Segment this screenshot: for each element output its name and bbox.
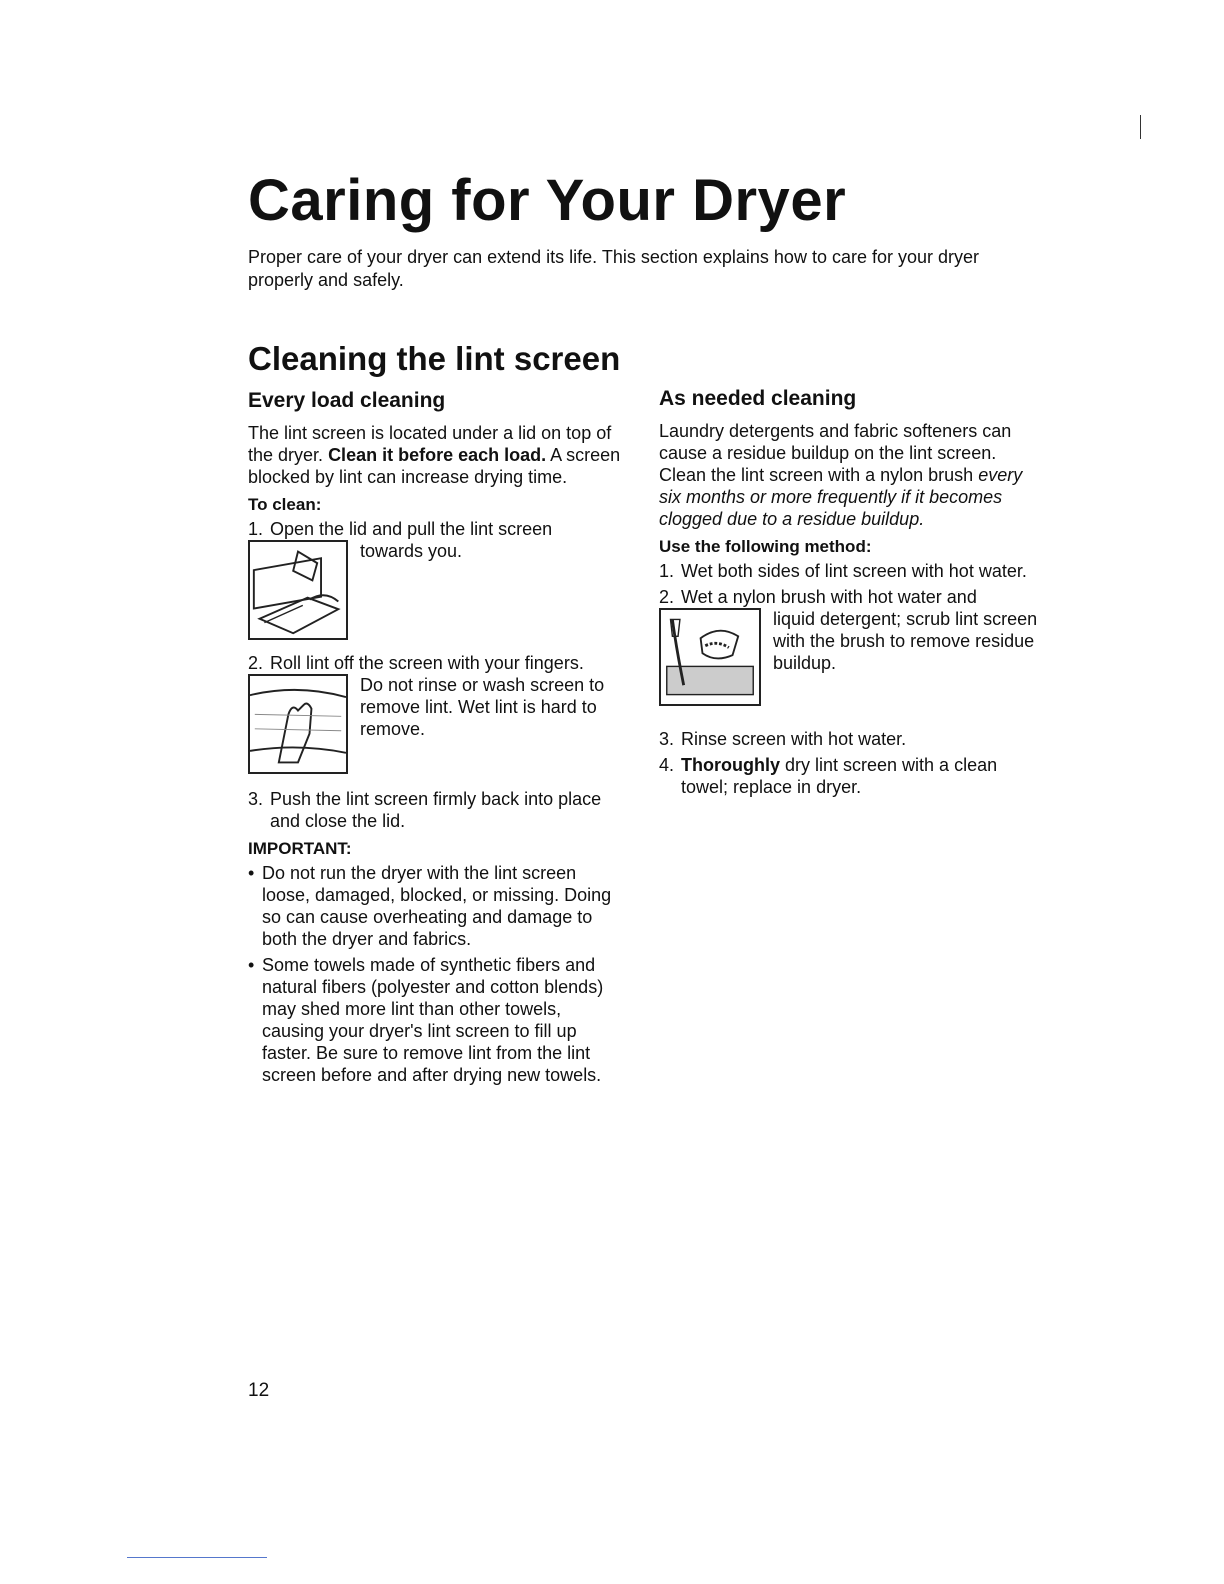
left-column <box>248 388 628 1090</box>
step-number: 2. <box>659 587 675 607</box>
para-bold: Clean it before each load. <box>328 445 547 465</box>
to-clean-label: To clean: <box>248 495 322 514</box>
step-text: Push the lint screen firmly back into place and close the lid. <box>270 789 602 831</box>
lint-screen-pull-icon <box>250 542 346 638</box>
section-title: Cleaning the lint screen <box>248 340 621 377</box>
para-text-a: Laundry detergents and fabric softeners can cause a residue buildup on the lint screen. Clean the lint screen with a nylon brush <box>659 421 1012 485</box>
step-bold: Thoroughly <box>681 755 780 775</box>
right-column <box>659 386 1044 798</box>
step-number: 3. <box>248 789 264 809</box>
roll-lint-fingers-illustration <box>248 674 348 774</box>
roll-lint-icon <box>250 676 346 772</box>
important-label: IMPORTANT: <box>248 839 352 858</box>
step1-continued: towards you. <box>360 541 463 561</box>
important-bullet-2: • Some towels made of synthetic fibers and natural fibers (polyester and cotton blends) may shed more lint than other towels, causing your dryer's lint screen to fill up faster. Be sure to remove lint from the lint screen before and after drying new towels. <box>248 954 628 1086</box>
step2-continued: liquid detergent; scrub lint screen with the brush to remove residue buildup. <box>773 609 1038 673</box>
step-text: Wet a nylon brush with hot water and <box>681 587 977 607</box>
important-bullet-1: • Do not run the dryer with the lint screen loose, damaged, blocked, or missing. Doing so can cause overheating and damage to both the dryer and fabrics. <box>248 862 628 950</box>
method-label: Use the following method: <box>659 537 872 556</box>
step2-continued: Do not rinse or wash screen to remove lint. Wet lint is hard to remove. <box>360 675 605 739</box>
every-load-heading: Every load cleaning <box>248 389 446 412</box>
right-step-1 <box>659 560 1044 582</box>
para-italic: every six months or more frequently if it becomes clogged due to a residue buildup. <box>659 465 1023 529</box>
step-text: Open the lid and pull the lint screen <box>270 519 553 539</box>
para-text-b: A screen blocked by lint can increase drying time. <box>248 445 621 487</box>
as-needed-paragraph <box>659 420 1044 530</box>
intro-paragraph: Proper care of your dryer can extend its life. This section explains how to care for your dryer properly and safely. <box>248 247 980 290</box>
as-needed-heading: As needed cleaning <box>659 387 857 410</box>
page-number: 12 <box>248 1380 270 1401</box>
left-step-3 <box>248 788 628 832</box>
para-text-a: The lint screen is located under a lid on top of the dryer. <box>248 423 612 465</box>
step-number: 1. <box>248 519 264 539</box>
step-number: 2. <box>248 653 264 673</box>
nylon-brush-scrub-illustration <box>659 608 761 706</box>
right-step-4 <box>659 754 1044 798</box>
left-step-2 <box>248 652 628 674</box>
nylon-brush-icon <box>661 610 759 704</box>
step-text: Roll lint off the screen with your fingers. <box>270 653 584 673</box>
step-number: 4. <box>659 755 675 775</box>
every-load-paragraph <box>248 422 628 488</box>
page-title: Caring for Your Dryer <box>248 168 847 233</box>
step-text: Rinse screen with hot water. <box>681 729 907 749</box>
step-number: 3. <box>659 729 675 749</box>
step-text: Wet both sides of lint screen with hot water. <box>681 561 1027 581</box>
right-step-3 <box>659 728 1044 750</box>
right-step-2 <box>659 586 1044 608</box>
bottom-rule <box>127 1557 267 1558</box>
step-text: dry lint screen with a clean towel; replace in dryer. <box>681 755 998 797</box>
lint-screen-pull-illustration <box>248 540 348 640</box>
left-step-1 <box>248 518 628 540</box>
margin-mark <box>1140 115 1141 139</box>
step-number: 1. <box>659 561 675 581</box>
